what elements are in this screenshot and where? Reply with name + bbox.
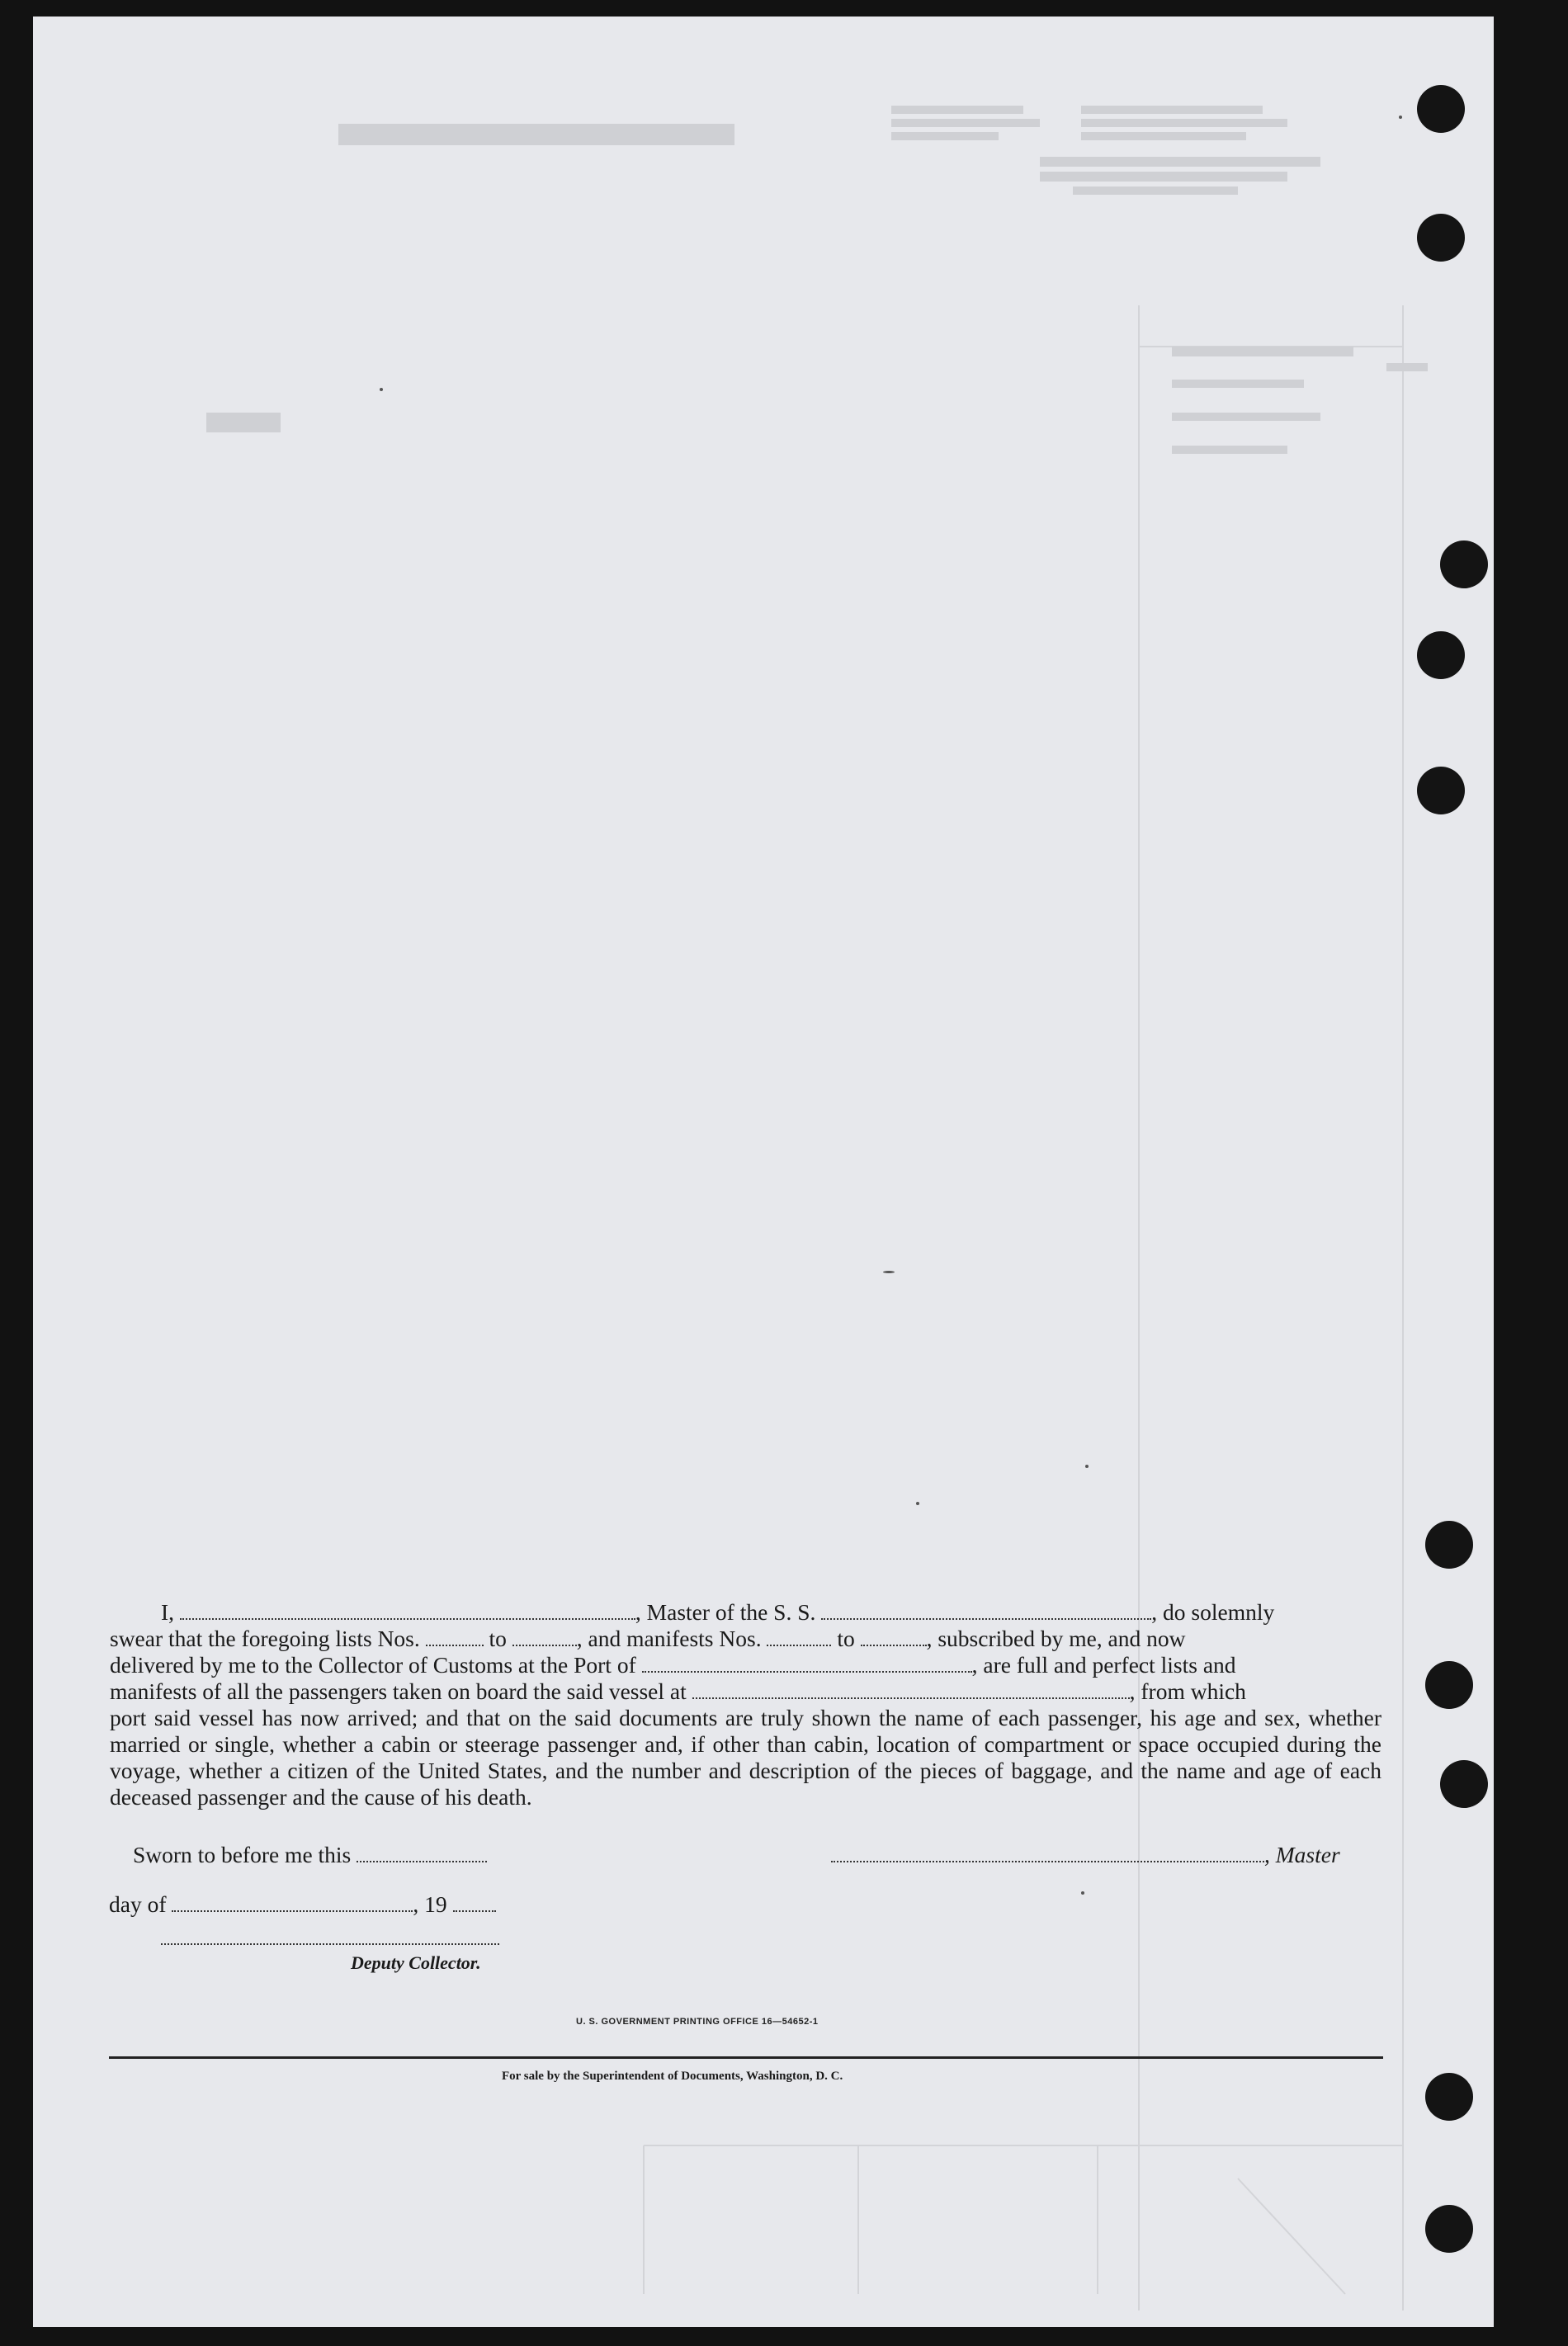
manifests-to-blank (861, 1628, 927, 1646)
day-of-row (109, 1891, 496, 1918)
binder-hole (1417, 631, 1465, 679)
sworn-date-blank (357, 1844, 487, 1862)
oath-swear: swear that the foregoing lists Nos. (110, 1626, 420, 1651)
oath-to-2: to (837, 1626, 855, 1651)
binder-hole (1440, 1760, 1488, 1808)
oath-from-which: , from which (1129, 1678, 1246, 1704)
master-label: , Master (1264, 1842, 1340, 1867)
lists-to-blank (512, 1628, 577, 1646)
for-sale-notice: For sale by the Superintendent of Documents, Washington, D. C. (502, 2070, 843, 2083)
scan-edge (1494, 0, 1568, 2346)
deputy-signature-line (161, 1943, 499, 1945)
show-through-svg (66, 33, 1518, 2327)
year-blank (453, 1894, 496, 1912)
master-signature-row (831, 1842, 1340, 1868)
vessel-name-blank (821, 1602, 1151, 1620)
departure-port-blank (692, 1681, 1130, 1699)
port-blank (642, 1654, 972, 1673)
oath-full-perfect: , are full and perfect lists and (971, 1652, 1236, 1678)
sworn-label: Sworn to before me this (133, 1842, 352, 1867)
gpo-imprint: U. S. GOVERNMENT PRINTING OFFICE 16—54652-1 (576, 2017, 819, 2027)
oath-manifests-all: manifests of all the passengers taken on board the said vessel at (110, 1678, 687, 1704)
oath-body: port said vessel has now arrived; and that on the said documents are truly shown the name of each passenger, his age and sex, whether married or single, whether a cabin or steerage passenger and, if other than cabin, location of compartment or space occupied during the voyage, whether a citizen of the United States, and the number and description of the pieces of baggage, and the name and age of each deceased passenger and the cause of his death. (110, 1705, 1381, 1810)
show-through-artwork (66, 33, 1518, 2327)
oath-to-1: to (489, 1626, 507, 1651)
paper-speck (1399, 116, 1402, 119)
binder-hole (1440, 540, 1488, 588)
paper-speck (380, 388, 383, 391)
oath-paragraph (110, 1599, 1381, 1810)
binder-hole (1417, 767, 1465, 814)
master-name-blank (180, 1602, 635, 1620)
oath-do-solemnly: , do solemnly (1151, 1599, 1275, 1625)
day-of-label: day of (109, 1891, 167, 1917)
paper-speck (883, 1271, 895, 1273)
paper-speck (1085, 1465, 1089, 1468)
paper-speck (1081, 1891, 1084, 1895)
oath-and-manifests: , and manifests Nos. (576, 1626, 762, 1651)
lists-from-blank (426, 1628, 484, 1646)
sworn-row (133, 1842, 487, 1868)
master-signature-blank (831, 1844, 1264, 1862)
manifests-from-blank (767, 1628, 831, 1646)
binder-hole (1425, 1521, 1473, 1569)
oath-subscribed: , subscribed by me, and now (926, 1626, 1186, 1651)
binder-hole (1417, 214, 1465, 262)
binder-hole (1425, 2205, 1473, 2253)
deputy-collector-label: Deputy Collector. (351, 1952, 481, 1973)
binder-hole (1425, 2073, 1473, 2121)
footer-rule (109, 2056, 1383, 2059)
paper-speck (916, 1502, 919, 1505)
binder-hole (1425, 1661, 1473, 1709)
document-page (33, 17, 1518, 2327)
month-blank (172, 1894, 413, 1912)
oath-i: I, (161, 1599, 175, 1625)
oath-delivered: delivered by me to the Collector of Customs at the Port of (110, 1652, 636, 1678)
binder-hole (1417, 85, 1465, 133)
oath-master-of-ss: , Master of the S. S. (635, 1599, 816, 1625)
year-prefix: , 19 (413, 1891, 447, 1917)
